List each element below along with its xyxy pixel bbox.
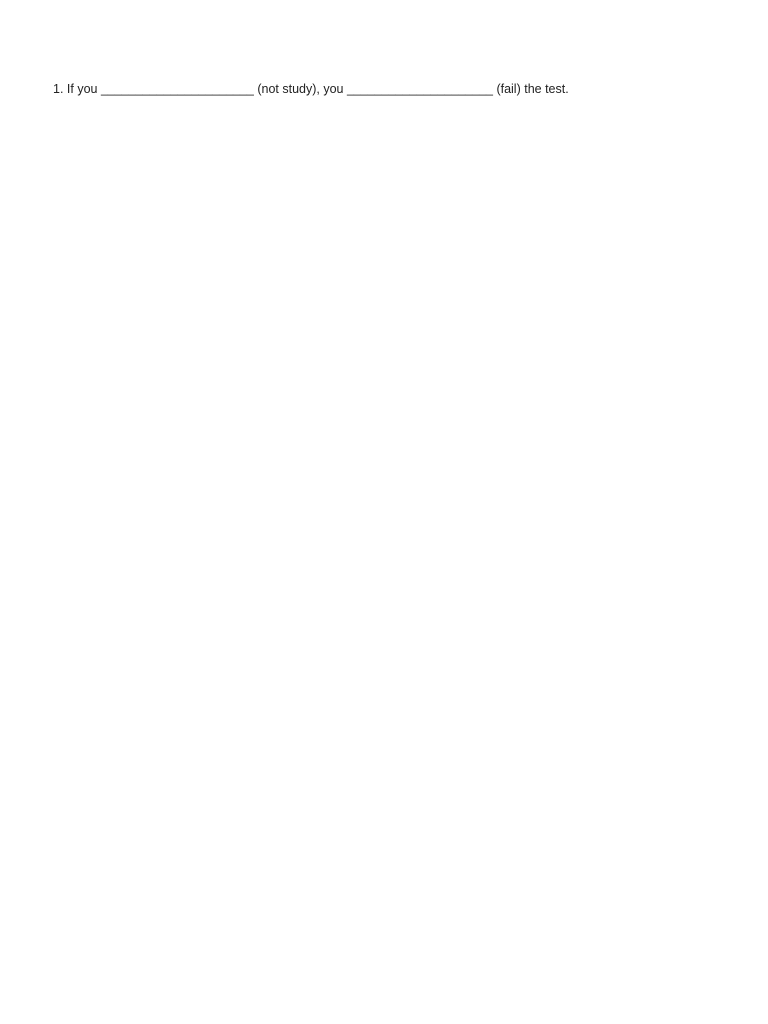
exercise-item: 1. If you ______________________ (not study), you _____________________ (fail) the test. bbox=[53, 82, 569, 96]
